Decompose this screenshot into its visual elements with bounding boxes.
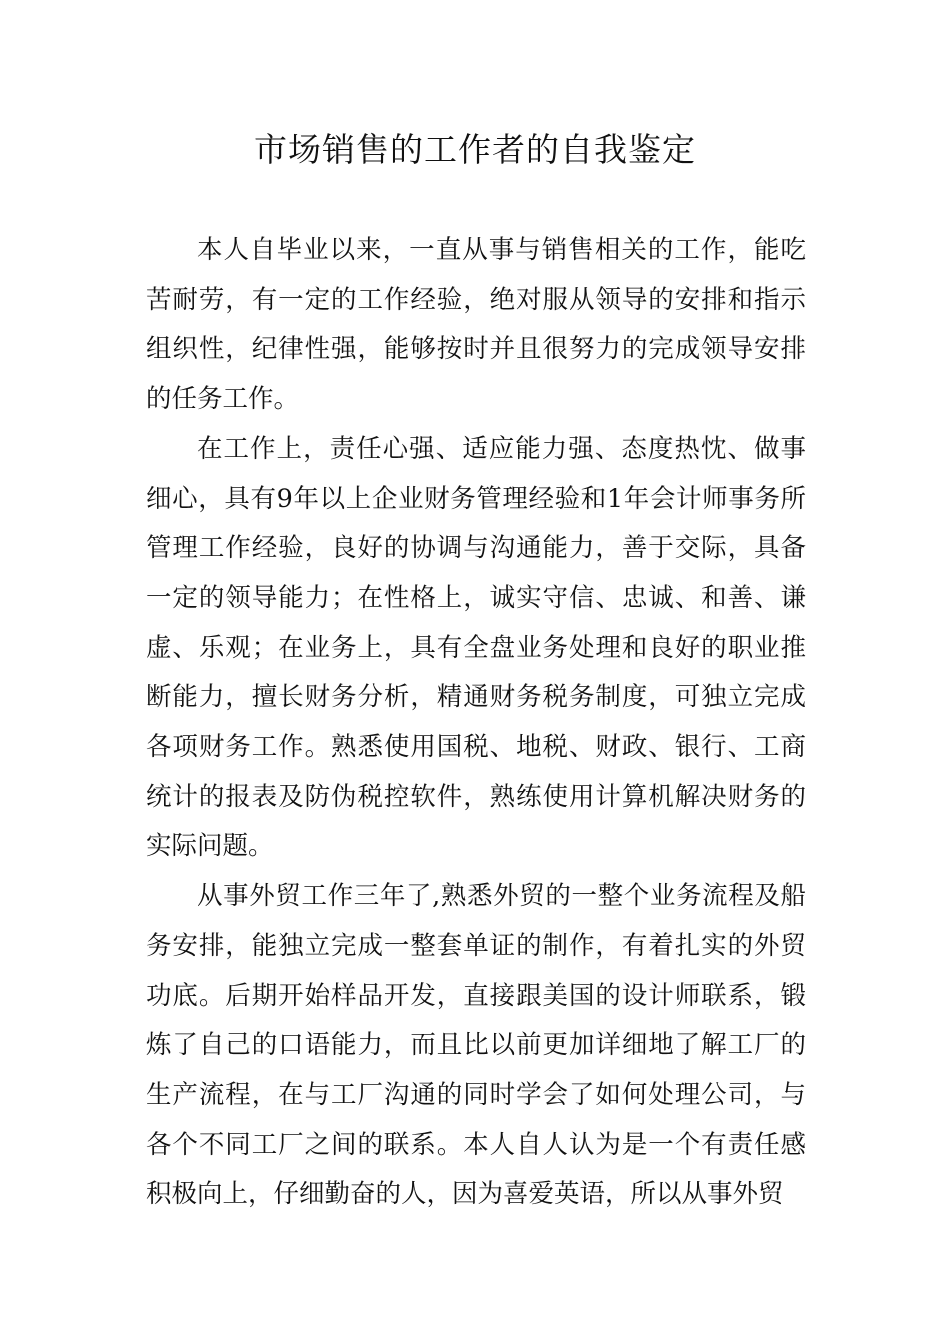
- paragraph: 在工作上，责任心强、适应能力强、态度热忱、做事细心，具有9年以上企业财务管理经验和1年会计师事务所管理工作经验，良好的协调与沟通能力，善于交际，具备一定的领导能力；在性格上，诚实守信、忠诚、和善、谦虚、乐观；在业务上，具有全盘业务处理和良好的职业推断能力，擅长财务分析，精通财务税务制度，可独立完成各项财务工作。熟悉使用国税、地税、财政、银行、工商统计的报表及防伪税控软件，熟练使用计算机解决财务的实际问题。: [146, 433, 806, 862]
- paragraph: 本人自毕业以来，一直从事与销售相关的工作，能吃苦耐劳，有一定的工作经验，绝对服从领导的安排和指示组织性，纪律性强，能够按时并且很努力的完成领导安排的任务工作。: [146, 235, 806, 415]
- document-body: [146, 226, 806, 1220]
- paragraph: 从事外贸工作三年了,熟悉外贸的一整个业务流程及船务安排，能独立完成一整套单证的制作，有着扎实的外贸功底。后期开始样品开发，直接跟美国的设计师联系，锻炼了自己的口语能力，而且比以前更加详细地了解工厂的生产流程，在与工厂沟通的同时学会了如何处理公司，与各个不同工厂之间的联系。本人自人认为是一个有责任感积极向上，仔细勤奋的人，因为喜爱英语，所以从事外贸: [146, 881, 806, 1210]
- document-title: 市场销售的工作者的自我鉴定: [254, 130, 696, 169]
